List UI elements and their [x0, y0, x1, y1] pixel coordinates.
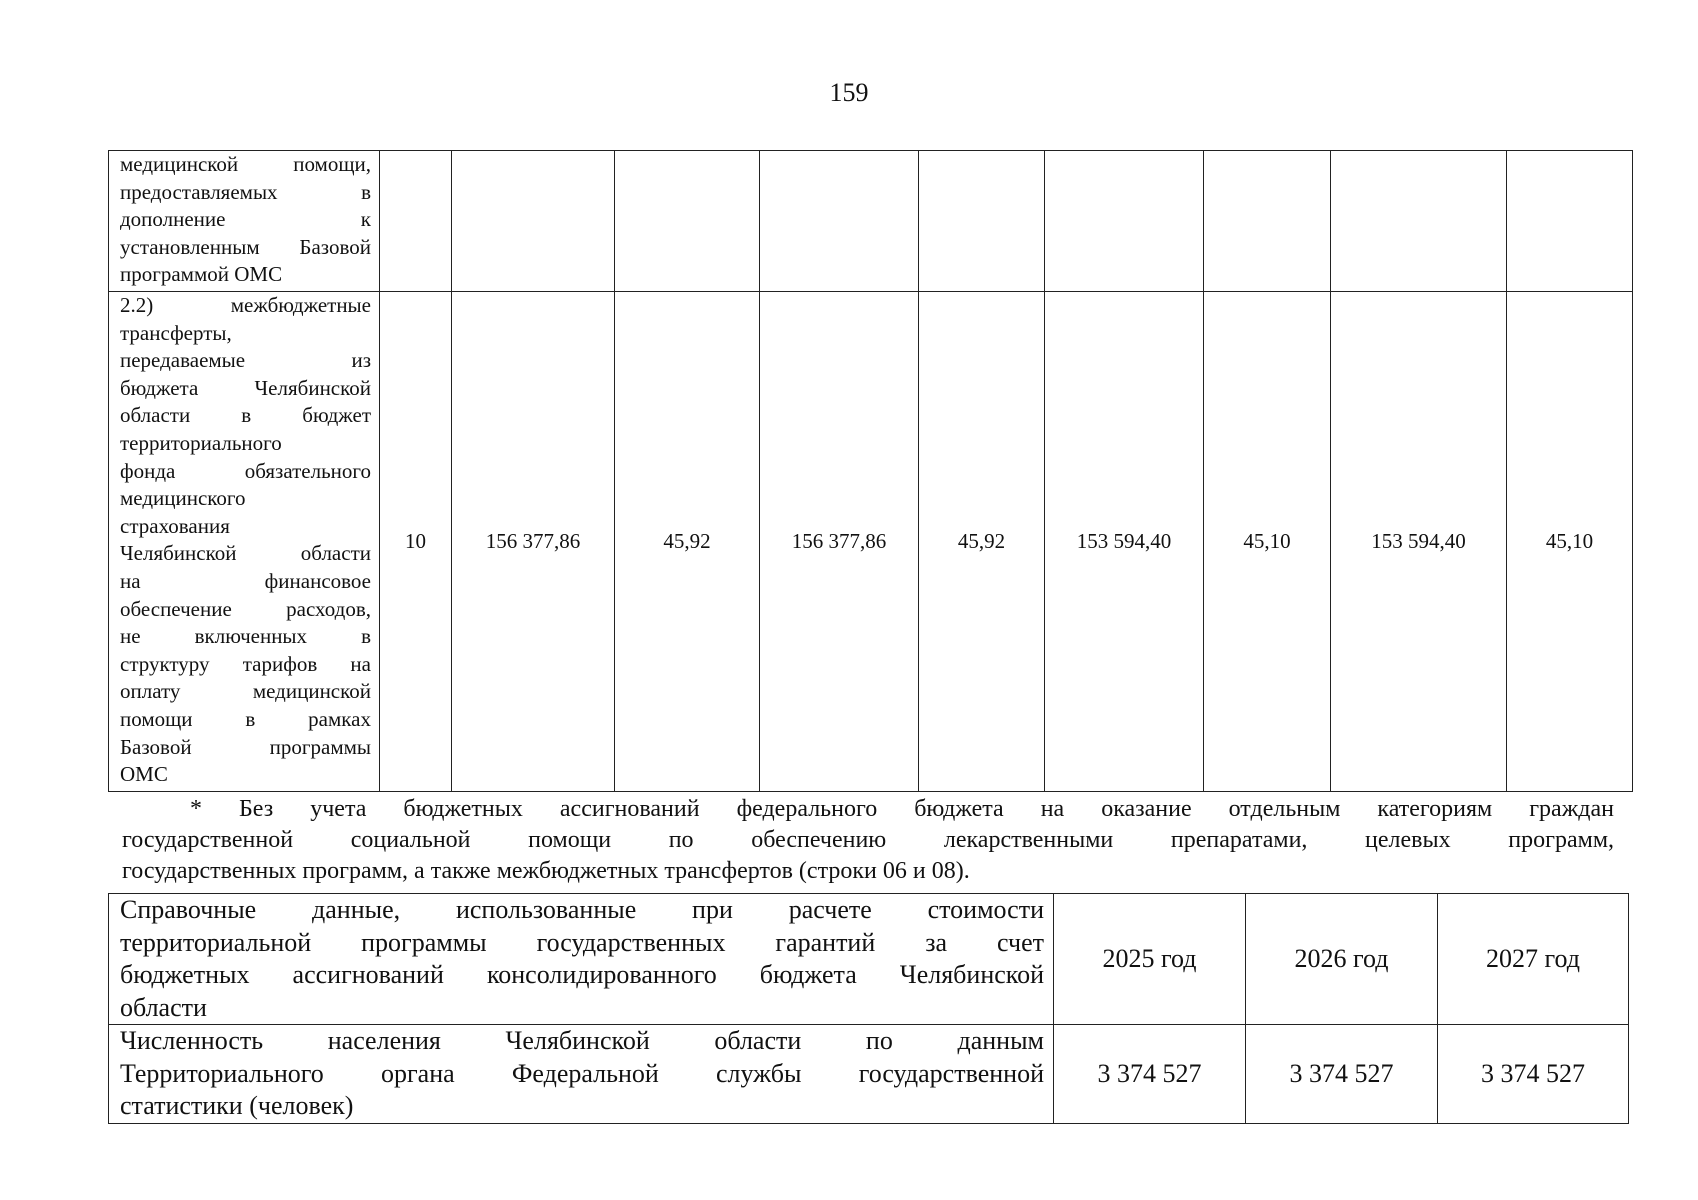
- value-cell: 45,92: [615, 292, 760, 792]
- description-line: обеспечение расходов,: [120, 596, 371, 621]
- description-line: структуру тарифов на: [120, 651, 371, 676]
- value-cell: [760, 151, 919, 292]
- row-description: [109, 292, 380, 792]
- label-line: Численность населения Челябинской области по данным: [120, 1026, 1044, 1056]
- description-line: бюджета Челябинской: [120, 375, 371, 400]
- value-cell: 156 377,86: [452, 292, 615, 792]
- row-description: [109, 151, 380, 292]
- footnote: [122, 794, 1614, 887]
- table-header-row: [109, 894, 1629, 1025]
- description-line: программой ОМС: [120, 262, 283, 287]
- footnote-line: * Без учета бюджетных ассигнований федерального бюджета на оказание отдельным категориям граждан: [190, 796, 1614, 822]
- financing-table: [108, 150, 1633, 792]
- description-line: Базовой программы: [120, 734, 371, 759]
- header-line: области: [120, 992, 207, 1022]
- value-cell: 156 377,86: [760, 292, 919, 792]
- reference-data-table: [108, 893, 1629, 1124]
- year-header: 2026 год: [1246, 894, 1438, 1025]
- year-header: 2025 год: [1054, 894, 1246, 1025]
- footnote-line: государственных программ, а также межбюджетных трансфертов (строки 06 и 08).: [122, 858, 970, 884]
- population-value: 3 374 527: [1246, 1025, 1438, 1124]
- table-row: [109, 151, 1633, 292]
- description-line: предоставляемых в: [120, 179, 371, 204]
- value-cell: [1045, 151, 1204, 292]
- reference-header: [109, 894, 1054, 1025]
- row-number-cell: [380, 151, 452, 292]
- row-number-cell: 10: [380, 292, 452, 792]
- description-line: на финансовое: [120, 568, 371, 593]
- value-cell: [919, 151, 1045, 292]
- label-line: статистики (человек): [120, 1091, 354, 1121]
- description-line: не включенных в: [120, 624, 371, 649]
- header-line: территориальной программы государственных гарантий за счет: [120, 927, 1044, 957]
- description-line: трансферты,: [120, 320, 232, 345]
- value-cell: [1204, 151, 1331, 292]
- value-cell: [452, 151, 615, 292]
- table-row: [109, 1025, 1629, 1124]
- value-cell: 153 594,40: [1331, 292, 1507, 792]
- year-header: 2027 год: [1438, 894, 1629, 1025]
- value-cell: 45,92: [919, 292, 1045, 792]
- header-line: бюджетных ассигнований консолидированного бюджета Челябинской: [120, 960, 1044, 989]
- description-line: медицинского: [120, 486, 246, 511]
- description-line: дополнение к: [120, 207, 371, 232]
- value-cell: 153 594,40: [1045, 292, 1204, 792]
- label-line: Территориального органа Федеральной службы государственной: [120, 1058, 1044, 1088]
- description-line: фонда обязательного: [120, 458, 371, 483]
- description-line: страхования: [120, 513, 230, 538]
- description-line: территориального: [120, 430, 282, 455]
- value-cell: [1507, 151, 1633, 292]
- population-label: [109, 1025, 1054, 1124]
- value-cell: 45,10: [1204, 292, 1331, 792]
- description-line: Челябинской области: [120, 541, 371, 566]
- page-number: 159: [829, 78, 869, 107]
- description-line: медицинской помощи,: [120, 152, 371, 176]
- description-line: оплату медицинской: [120, 679, 371, 704]
- population-value: 3 374 527: [1054, 1025, 1246, 1124]
- value-cell: [1331, 151, 1507, 292]
- description-line: 2.2) межбюджетные: [120, 293, 371, 317]
- table-row: [109, 292, 1633, 792]
- description-line: установленным Базовой: [120, 234, 371, 259]
- population-value: 3 374 527: [1438, 1025, 1629, 1124]
- value-cell: [615, 151, 760, 292]
- description-line: передаваемые из: [120, 348, 371, 373]
- description-line: области в бюджет: [120, 403, 371, 428]
- footnote-line: государственной социальной помощи по обеспечению лекарственными препаратами, целевых программ,: [122, 827, 1614, 853]
- header-line: Справочные данные, использованные при расчете стоимости: [120, 895, 1044, 924]
- description-line: помощи в рамках: [120, 706, 371, 731]
- value-cell: 45,10: [1507, 292, 1633, 792]
- description-line: ОМС: [120, 762, 168, 787]
